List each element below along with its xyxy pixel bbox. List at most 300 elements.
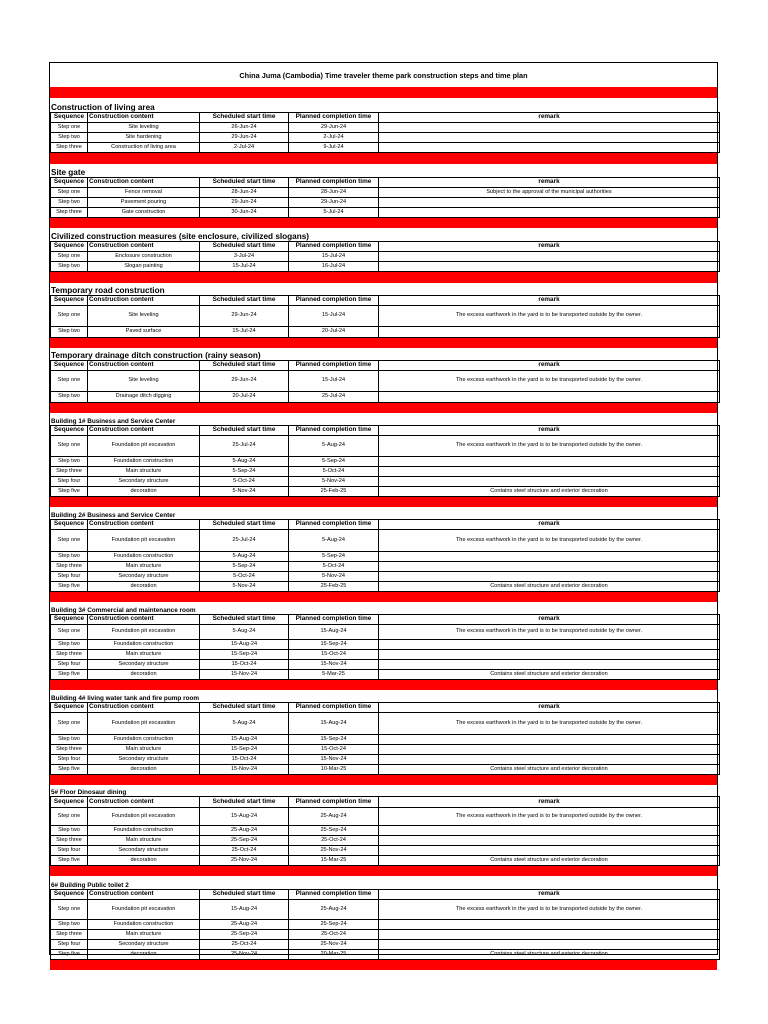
cell-remark: The excess earthwork in the yard is to be transported outside by the owner. bbox=[379, 625, 720, 640]
cell-construction-content: Secondary structure bbox=[88, 477, 200, 487]
cell-completion-date: 25-Feb-25 bbox=[289, 487, 379, 497]
cell-construction-content: Slogan painting bbox=[88, 262, 200, 272]
table-row bbox=[51, 436, 720, 457]
cell-construction-content: Secondary structure bbox=[88, 846, 200, 856]
cell-remark bbox=[379, 930, 720, 940]
cell-start-date: 15-Aug-24 bbox=[200, 900, 289, 920]
header-construction-content: Construction content bbox=[88, 520, 200, 530]
cell-remark bbox=[379, 940, 720, 950]
table-row bbox=[51, 457, 720, 467]
section-title: Building 1# Business and Service Center bbox=[51, 418, 176, 425]
cell-completion-date: 20-Jul-24 bbox=[289, 327, 379, 338]
cell-start-date: 15-Aug-24 bbox=[200, 808, 289, 826]
header-scheduled-start: Scheduled start time bbox=[200, 703, 289, 713]
cell-completion-date: 25-Sep-24 bbox=[289, 920, 379, 930]
cell-start-date: 25-Aug-24 bbox=[200, 826, 289, 836]
header-construction-content: Construction content bbox=[88, 242, 200, 252]
table-header-row bbox=[51, 178, 720, 188]
cell-sequence: Step three bbox=[51, 143, 88, 153]
table-row bbox=[51, 562, 720, 572]
header-sequence: Sequence bbox=[51, 520, 88, 530]
table-row bbox=[51, 552, 720, 562]
cell-remark bbox=[379, 262, 720, 272]
header-planned-completion: Planned completion time bbox=[289, 426, 379, 436]
section-divider bbox=[50, 960, 717, 970]
cell-start-date: 25-Jul-24 bbox=[200, 436, 289, 457]
section-title: Temporary road construction bbox=[51, 286, 165, 295]
cell-completion-date: 15-Aug-24 bbox=[289, 625, 379, 640]
cell-remark bbox=[379, 552, 720, 562]
cell-remark bbox=[379, 467, 720, 477]
cell-construction-content: Secondary structure bbox=[88, 572, 200, 582]
cell-start-date: 5-Oct-24 bbox=[200, 572, 289, 582]
header-planned-completion: Planned completion time bbox=[289, 113, 379, 123]
table-row bbox=[51, 188, 720, 198]
cell-start-date: 29-Jun-24 bbox=[200, 198, 289, 208]
cell-completion-date: 5-Nov-24 bbox=[289, 572, 379, 582]
cell-completion-date: 25-Aug-24 bbox=[289, 900, 379, 920]
schedule-table bbox=[50, 360, 720, 403]
header-remark: remark bbox=[379, 797, 720, 808]
cell-remark bbox=[379, 745, 720, 755]
cell-remark: The excess earthwork in the yard is to be transported outside by the owner. bbox=[379, 900, 720, 920]
cell-remark bbox=[379, 477, 720, 487]
header-scheduled-start: Scheduled start time bbox=[200, 296, 289, 306]
section-title: 5# Floor Dinosaur dining bbox=[51, 789, 127, 796]
section-title: Building 2# Business and Service Center bbox=[51, 512, 176, 519]
section-divider bbox=[50, 338, 717, 348]
cell-completion-date: 29-Jun-24 bbox=[289, 198, 379, 208]
cell-sequence: Step four bbox=[51, 846, 88, 856]
section-divider bbox=[50, 218, 717, 228]
cell-start-date: 15-Sep-24 bbox=[200, 745, 289, 755]
cell-completion-date: 2-Jul-24 bbox=[289, 133, 379, 143]
header-scheduled-start: Scheduled start time bbox=[200, 797, 289, 808]
cell-construction-content: Foundation pit excavation bbox=[88, 436, 200, 457]
cell-start-date: 25-Jul-24 bbox=[200, 530, 289, 552]
cell-construction-content: Foundation pit excavation bbox=[88, 900, 200, 920]
table-row bbox=[51, 487, 720, 497]
cell-construction-content: Site hardening bbox=[88, 133, 200, 143]
cell-construction-content: Secondary structure bbox=[88, 755, 200, 765]
cell-sequence: Step one bbox=[51, 713, 88, 735]
cell-sequence: Step five bbox=[51, 487, 88, 497]
cell-sequence: Step two bbox=[51, 826, 88, 836]
cell-remark: Contains steel structure and exterior decoration bbox=[379, 487, 720, 497]
cell-start-date: 5-Aug-24 bbox=[200, 625, 289, 640]
table-row bbox=[51, 755, 720, 765]
schedule-table bbox=[50, 112, 720, 153]
section-title: Temporary drainage ditch construction (rainy season) bbox=[51, 351, 261, 360]
cell-remark: The excess earthwork in the yard is to be transported outside by the owner. bbox=[379, 436, 720, 457]
header-scheduled-start: Scheduled start time bbox=[200, 178, 289, 188]
cell-completion-date: 15-Jul-24 bbox=[289, 252, 379, 262]
cell-sequence: Step five bbox=[51, 856, 88, 866]
cell-remark bbox=[379, 392, 720, 403]
table-row bbox=[51, 208, 720, 218]
cell-sequence: Step five bbox=[51, 765, 88, 775]
cell-construction-content: decoration bbox=[88, 582, 200, 592]
cell-start-date: 25-Sep-24 bbox=[200, 930, 289, 940]
section-divider bbox=[50, 403, 717, 413]
header-construction-content: Construction content bbox=[88, 178, 200, 188]
cell-start-date: 25-Sep-24 bbox=[200, 836, 289, 846]
cell-construction-content: Main structure bbox=[88, 467, 200, 477]
cell-sequence: Step three bbox=[51, 930, 88, 940]
cell-remark bbox=[379, 650, 720, 660]
table-row bbox=[51, 467, 720, 477]
cell-start-date: 29-Jun-24 bbox=[200, 133, 289, 143]
header-remark: remark bbox=[379, 296, 720, 306]
header-planned-completion: Planned completion time bbox=[289, 797, 379, 808]
section-title: Site gate bbox=[51, 168, 86, 177]
cell-construction-content: Main structure bbox=[88, 745, 200, 755]
cell-start-date: 15-Nov-24 bbox=[200, 765, 289, 775]
cell-start-date: 15-Aug-24 bbox=[200, 735, 289, 745]
table-header-row bbox=[51, 426, 720, 436]
cell-construction-content: decoration bbox=[88, 856, 200, 866]
table-row bbox=[51, 640, 720, 650]
cell-remark bbox=[379, 836, 720, 846]
cell-remark bbox=[379, 920, 720, 930]
cell-completion-date: 5-Jul-24 bbox=[289, 208, 379, 218]
cell-completion-date: 15-Nov-24 bbox=[289, 660, 379, 670]
table-header-row bbox=[51, 520, 720, 530]
section-divider bbox=[50, 153, 717, 164]
header-construction-content: Construction content bbox=[88, 703, 200, 713]
cell-construction-content: Main structure bbox=[88, 836, 200, 846]
section-title: 6# Building Public toilet 2 bbox=[51, 882, 129, 889]
table-row bbox=[51, 392, 720, 403]
table-header-row bbox=[51, 242, 720, 252]
table-header-row bbox=[51, 890, 720, 900]
cell-sequence: Step two bbox=[51, 327, 88, 338]
schedule-table bbox=[50, 177, 720, 218]
header-construction-content: Construction content bbox=[88, 615, 200, 625]
header-construction-content: Construction content bbox=[88, 361, 200, 371]
cell-construction-content: Foundation construction bbox=[88, 552, 200, 562]
schedule-table bbox=[50, 796, 720, 866]
header-scheduled-start: Scheduled start time bbox=[200, 242, 289, 252]
cell-construction-content: Secondary structure bbox=[88, 660, 200, 670]
cell-completion-date: 15-Sep-24 bbox=[289, 735, 379, 745]
cell-construction-content: Paved surface bbox=[88, 327, 200, 338]
cell-remark: The excess earthwork in the yard is to be transported outside by the owner. bbox=[379, 530, 720, 552]
table-row bbox=[51, 477, 720, 487]
cell-start-date: 15-Oct-24 bbox=[200, 660, 289, 670]
cell-start-date: 28-Jun-24 bbox=[200, 188, 289, 198]
cell-sequence: Step four bbox=[51, 940, 88, 950]
cell-sequence: Step four bbox=[51, 660, 88, 670]
cell-remark bbox=[379, 327, 720, 338]
cell-sequence: Step two bbox=[51, 198, 88, 208]
header-sequence: Sequence bbox=[51, 797, 88, 808]
schedule-table bbox=[50, 295, 720, 338]
cell-start-date: 25-Nov-24 bbox=[200, 950, 289, 960]
cell-sequence: Step three bbox=[51, 208, 88, 218]
cell-start-date: 25-Aug-24 bbox=[200, 920, 289, 930]
cell-construction-content: Foundation construction bbox=[88, 920, 200, 930]
cell-construction-content: Foundation pit excavation bbox=[88, 713, 200, 735]
cell-construction-content: Secondary structure bbox=[88, 940, 200, 950]
section-divider bbox=[50, 775, 717, 785]
cell-start-date: 25-Nov-24 bbox=[200, 856, 289, 866]
cell-remark: Contains steel structure and exterior decoration bbox=[379, 670, 720, 680]
header-remark: remark bbox=[379, 361, 720, 371]
table-row bbox=[51, 930, 720, 940]
cell-sequence: Step two bbox=[51, 640, 88, 650]
cell-construction-content: decoration bbox=[88, 670, 200, 680]
cell-completion-date: 25-Oct-24 bbox=[289, 930, 379, 940]
cell-completion-date: 5-Aug-24 bbox=[289, 436, 379, 457]
cell-sequence: Step one bbox=[51, 371, 88, 392]
section-divider bbox=[50, 592, 717, 602]
cell-sequence: Step two bbox=[51, 392, 88, 403]
header-planned-completion: Planned completion time bbox=[289, 890, 379, 900]
schedule-table bbox=[50, 519, 720, 592]
cell-completion-date: 28-Jun-24 bbox=[289, 188, 379, 198]
cell-start-date: 5-Aug-24 bbox=[200, 713, 289, 735]
header-sequence: Sequence bbox=[51, 242, 88, 252]
section-divider bbox=[50, 272, 717, 283]
cell-start-date: 25-Oct-24 bbox=[200, 940, 289, 950]
cell-remark bbox=[379, 208, 720, 218]
cell-remark bbox=[379, 755, 720, 765]
cell-construction-content: Gate construction bbox=[88, 208, 200, 218]
cell-completion-date: 5-Sep-24 bbox=[289, 552, 379, 562]
cell-sequence: Step one bbox=[51, 808, 88, 826]
table-row bbox=[51, 808, 720, 826]
header-construction-content: Construction content bbox=[88, 296, 200, 306]
table-header-row bbox=[51, 615, 720, 625]
cell-completion-date: 25-Feb-25 bbox=[289, 582, 379, 592]
table-row bbox=[51, 143, 720, 153]
section-title: Civilized construction measures (site enclosure, civilized slogans) bbox=[51, 232, 309, 241]
cell-remark: Contains steel structure and exterior decoration bbox=[379, 950, 720, 960]
header-sequence: Sequence bbox=[51, 178, 88, 188]
table-row bbox=[51, 940, 720, 950]
header-sequence: Sequence bbox=[51, 615, 88, 625]
cell-sequence: Step two bbox=[51, 262, 88, 272]
cell-completion-date: 5-Oct-24 bbox=[289, 562, 379, 572]
table-row bbox=[51, 765, 720, 775]
table-row bbox=[51, 920, 720, 930]
cell-construction-content: Foundation construction bbox=[88, 640, 200, 650]
header-sequence: Sequence bbox=[51, 703, 88, 713]
cell-sequence: Step one bbox=[51, 900, 88, 920]
table-row bbox=[51, 198, 720, 208]
cell-construction-content: Main structure bbox=[88, 650, 200, 660]
cell-completion-date: 5-Oct-24 bbox=[289, 467, 379, 477]
cell-completion-date: 5-Aug-24 bbox=[289, 530, 379, 552]
header-planned-completion: Planned completion time bbox=[289, 703, 379, 713]
schedule-table bbox=[50, 425, 720, 497]
cell-sequence: Step three bbox=[51, 467, 88, 477]
header-sequence: Sequence bbox=[51, 426, 88, 436]
cell-completion-date: 25-Aug-24 bbox=[289, 808, 379, 826]
cell-sequence: Step five bbox=[51, 950, 88, 960]
table-row bbox=[51, 846, 720, 856]
header-remark: remark bbox=[379, 242, 720, 252]
cell-start-date: 2-Jul-24 bbox=[200, 143, 289, 153]
header-scheduled-start: Scheduled start time bbox=[200, 890, 289, 900]
cell-start-date: 15-Sep-24 bbox=[200, 650, 289, 660]
cell-remark bbox=[379, 133, 720, 143]
cell-sequence: Step two bbox=[51, 457, 88, 467]
table-header-row bbox=[51, 113, 720, 123]
header-planned-completion: Planned completion time bbox=[289, 178, 379, 188]
cell-completion-date: 5-Mar-25 bbox=[289, 670, 379, 680]
header-remark: remark bbox=[379, 178, 720, 188]
cell-start-date: 5-Nov-24 bbox=[200, 487, 289, 497]
cell-completion-date: 10-Mar-25 bbox=[289, 765, 379, 775]
cell-remark: Contains steel structure and exterior decoration bbox=[379, 856, 720, 866]
cell-start-date: 3-Jul-24 bbox=[200, 252, 289, 262]
cell-start-date: 26-Jun-24 bbox=[200, 123, 289, 133]
cell-remark: The excess earthwork in the yard is to be transported outside by the owner. bbox=[379, 306, 720, 327]
header-remark: remark bbox=[379, 703, 720, 713]
cell-remark: The excess earthwork in the yard is to be transported outside by the owner. bbox=[379, 371, 720, 392]
cell-completion-date: 25-Nov-24 bbox=[289, 940, 379, 950]
cell-construction-content: Site leveling bbox=[88, 371, 200, 392]
schedule-table bbox=[50, 889, 720, 960]
schedule-table bbox=[50, 241, 720, 272]
cell-construction-content: Foundation pit excavation bbox=[88, 625, 200, 640]
table-header-row bbox=[51, 703, 720, 713]
cell-remark bbox=[379, 123, 720, 133]
header-sequence: Sequence bbox=[51, 113, 88, 123]
cell-sequence: Step one bbox=[51, 188, 88, 198]
section-divider bbox=[50, 680, 717, 690]
table-row bbox=[51, 262, 720, 272]
cell-remark bbox=[379, 826, 720, 836]
cell-sequence: Step two bbox=[51, 552, 88, 562]
cell-construction-content: decoration bbox=[88, 765, 200, 775]
table-header-row bbox=[51, 361, 720, 371]
cell-completion-date: 9-Jul-24 bbox=[289, 143, 379, 153]
section-title: Building 3# Commercial and maintenance room bbox=[51, 607, 196, 614]
cell-start-date: 15-Nov-24 bbox=[200, 670, 289, 680]
cell-remark bbox=[379, 562, 720, 572]
section-divider bbox=[50, 866, 717, 876]
cell-start-date: 15-Aug-24 bbox=[200, 640, 289, 650]
cell-start-date: 5-Aug-24 bbox=[200, 552, 289, 562]
cell-remark: Subject to the approval of the municipal authorities bbox=[379, 188, 720, 198]
cell-remark: The excess earthwork in the yard is to be transported outside by the owner. bbox=[379, 713, 720, 735]
cell-remark bbox=[379, 143, 720, 153]
table-row bbox=[51, 826, 720, 836]
header-remark: remark bbox=[379, 520, 720, 530]
table-row bbox=[51, 900, 720, 920]
cell-remark: Contains steel structure and exterior decoration bbox=[379, 765, 720, 775]
header-planned-completion: Planned completion time bbox=[289, 296, 379, 306]
cell-remark: Contains steel structure and exterior decoration bbox=[379, 582, 720, 592]
cell-start-date: 20-Jul-24 bbox=[200, 392, 289, 403]
cell-sequence: Step five bbox=[51, 582, 88, 592]
header-planned-completion: Planned completion time bbox=[289, 242, 379, 252]
table-row bbox=[51, 856, 720, 866]
cell-start-date: 29-Jun-24 bbox=[200, 371, 289, 392]
cell-sequence: Step one bbox=[51, 306, 88, 327]
table-row bbox=[51, 572, 720, 582]
sections-container bbox=[50, 87, 717, 970]
cell-construction-content: Pavement pouring bbox=[88, 198, 200, 208]
section-divider bbox=[50, 497, 717, 507]
header-sequence: Sequence bbox=[51, 296, 88, 306]
header-scheduled-start: Scheduled start time bbox=[200, 615, 289, 625]
schedule-sheet bbox=[49, 62, 718, 955]
cell-start-date: 5-Sep-24 bbox=[200, 562, 289, 572]
cell-sequence: Step one bbox=[51, 530, 88, 552]
cell-completion-date: 15-Jul-24 bbox=[289, 306, 379, 327]
cell-construction-content: Site leveling bbox=[88, 123, 200, 133]
cell-completion-date: 25-Jul-24 bbox=[289, 392, 379, 403]
cell-remark bbox=[379, 640, 720, 650]
cell-construction-content: Foundation construction bbox=[88, 457, 200, 467]
table-row bbox=[51, 650, 720, 660]
cell-sequence: Step three bbox=[51, 650, 88, 660]
cell-completion-date: 15-Jul-24 bbox=[289, 371, 379, 392]
cell-completion-date: 15-Oct-24 bbox=[289, 650, 379, 660]
table-row bbox=[51, 950, 720, 960]
table-header-row bbox=[51, 296, 720, 306]
cell-sequence: Step four bbox=[51, 477, 88, 487]
section-divider bbox=[50, 87, 717, 98]
table-row bbox=[51, 252, 720, 262]
cell-sequence: Step one bbox=[51, 123, 88, 133]
cell-sequence: Step two bbox=[51, 133, 88, 143]
cell-remark: The excess earthwork in the yard is to be transported outside by the owner. bbox=[379, 808, 720, 826]
cell-construction-content: Foundation construction bbox=[88, 826, 200, 836]
table-row bbox=[51, 327, 720, 338]
cell-sequence: Step five bbox=[51, 670, 88, 680]
cell-construction-content: Drainage ditch digging bbox=[88, 392, 200, 403]
header-sequence: Sequence bbox=[51, 890, 88, 900]
header-construction-content: Construction content bbox=[88, 426, 200, 436]
cell-completion-date: 25-Oct-24 bbox=[289, 836, 379, 846]
section-title: Construction of living area bbox=[51, 103, 155, 112]
cell-start-date: 15-Oct-24 bbox=[200, 755, 289, 765]
cell-completion-date: 25-Nov-24 bbox=[289, 846, 379, 856]
cell-completion-date: 5-Nov-24 bbox=[289, 477, 379, 487]
table-header-row bbox=[51, 797, 720, 808]
cell-start-date: 5-Nov-24 bbox=[200, 582, 289, 592]
cell-construction-content: Site leveling bbox=[88, 306, 200, 327]
cell-completion-date: 15-Oct-24 bbox=[289, 745, 379, 755]
table-row bbox=[51, 123, 720, 133]
table-row bbox=[51, 670, 720, 680]
cell-start-date: 15-Jul-24 bbox=[200, 327, 289, 338]
cell-start-date: 30-Jun-24 bbox=[200, 208, 289, 218]
cell-remark bbox=[379, 846, 720, 856]
cell-remark bbox=[379, 660, 720, 670]
cell-completion-date: 29-Jun-24 bbox=[289, 123, 379, 133]
cell-sequence: Step three bbox=[51, 745, 88, 755]
table-row bbox=[51, 713, 720, 735]
header-scheduled-start: Scheduled start time bbox=[200, 113, 289, 123]
table-row bbox=[51, 133, 720, 143]
table-row bbox=[51, 660, 720, 670]
table-row bbox=[51, 836, 720, 846]
cell-start-date: 15-Jul-24 bbox=[200, 262, 289, 272]
cell-completion-date: 25-Sep-24 bbox=[289, 826, 379, 836]
cell-construction-content: Main structure bbox=[88, 562, 200, 572]
cell-start-date: 5-Sep-24 bbox=[200, 467, 289, 477]
header-construction-content: Construction content bbox=[88, 797, 200, 808]
cell-construction-content: Construction of living area bbox=[88, 143, 200, 153]
cell-remark bbox=[379, 457, 720, 467]
cell-sequence: Step one bbox=[51, 625, 88, 640]
